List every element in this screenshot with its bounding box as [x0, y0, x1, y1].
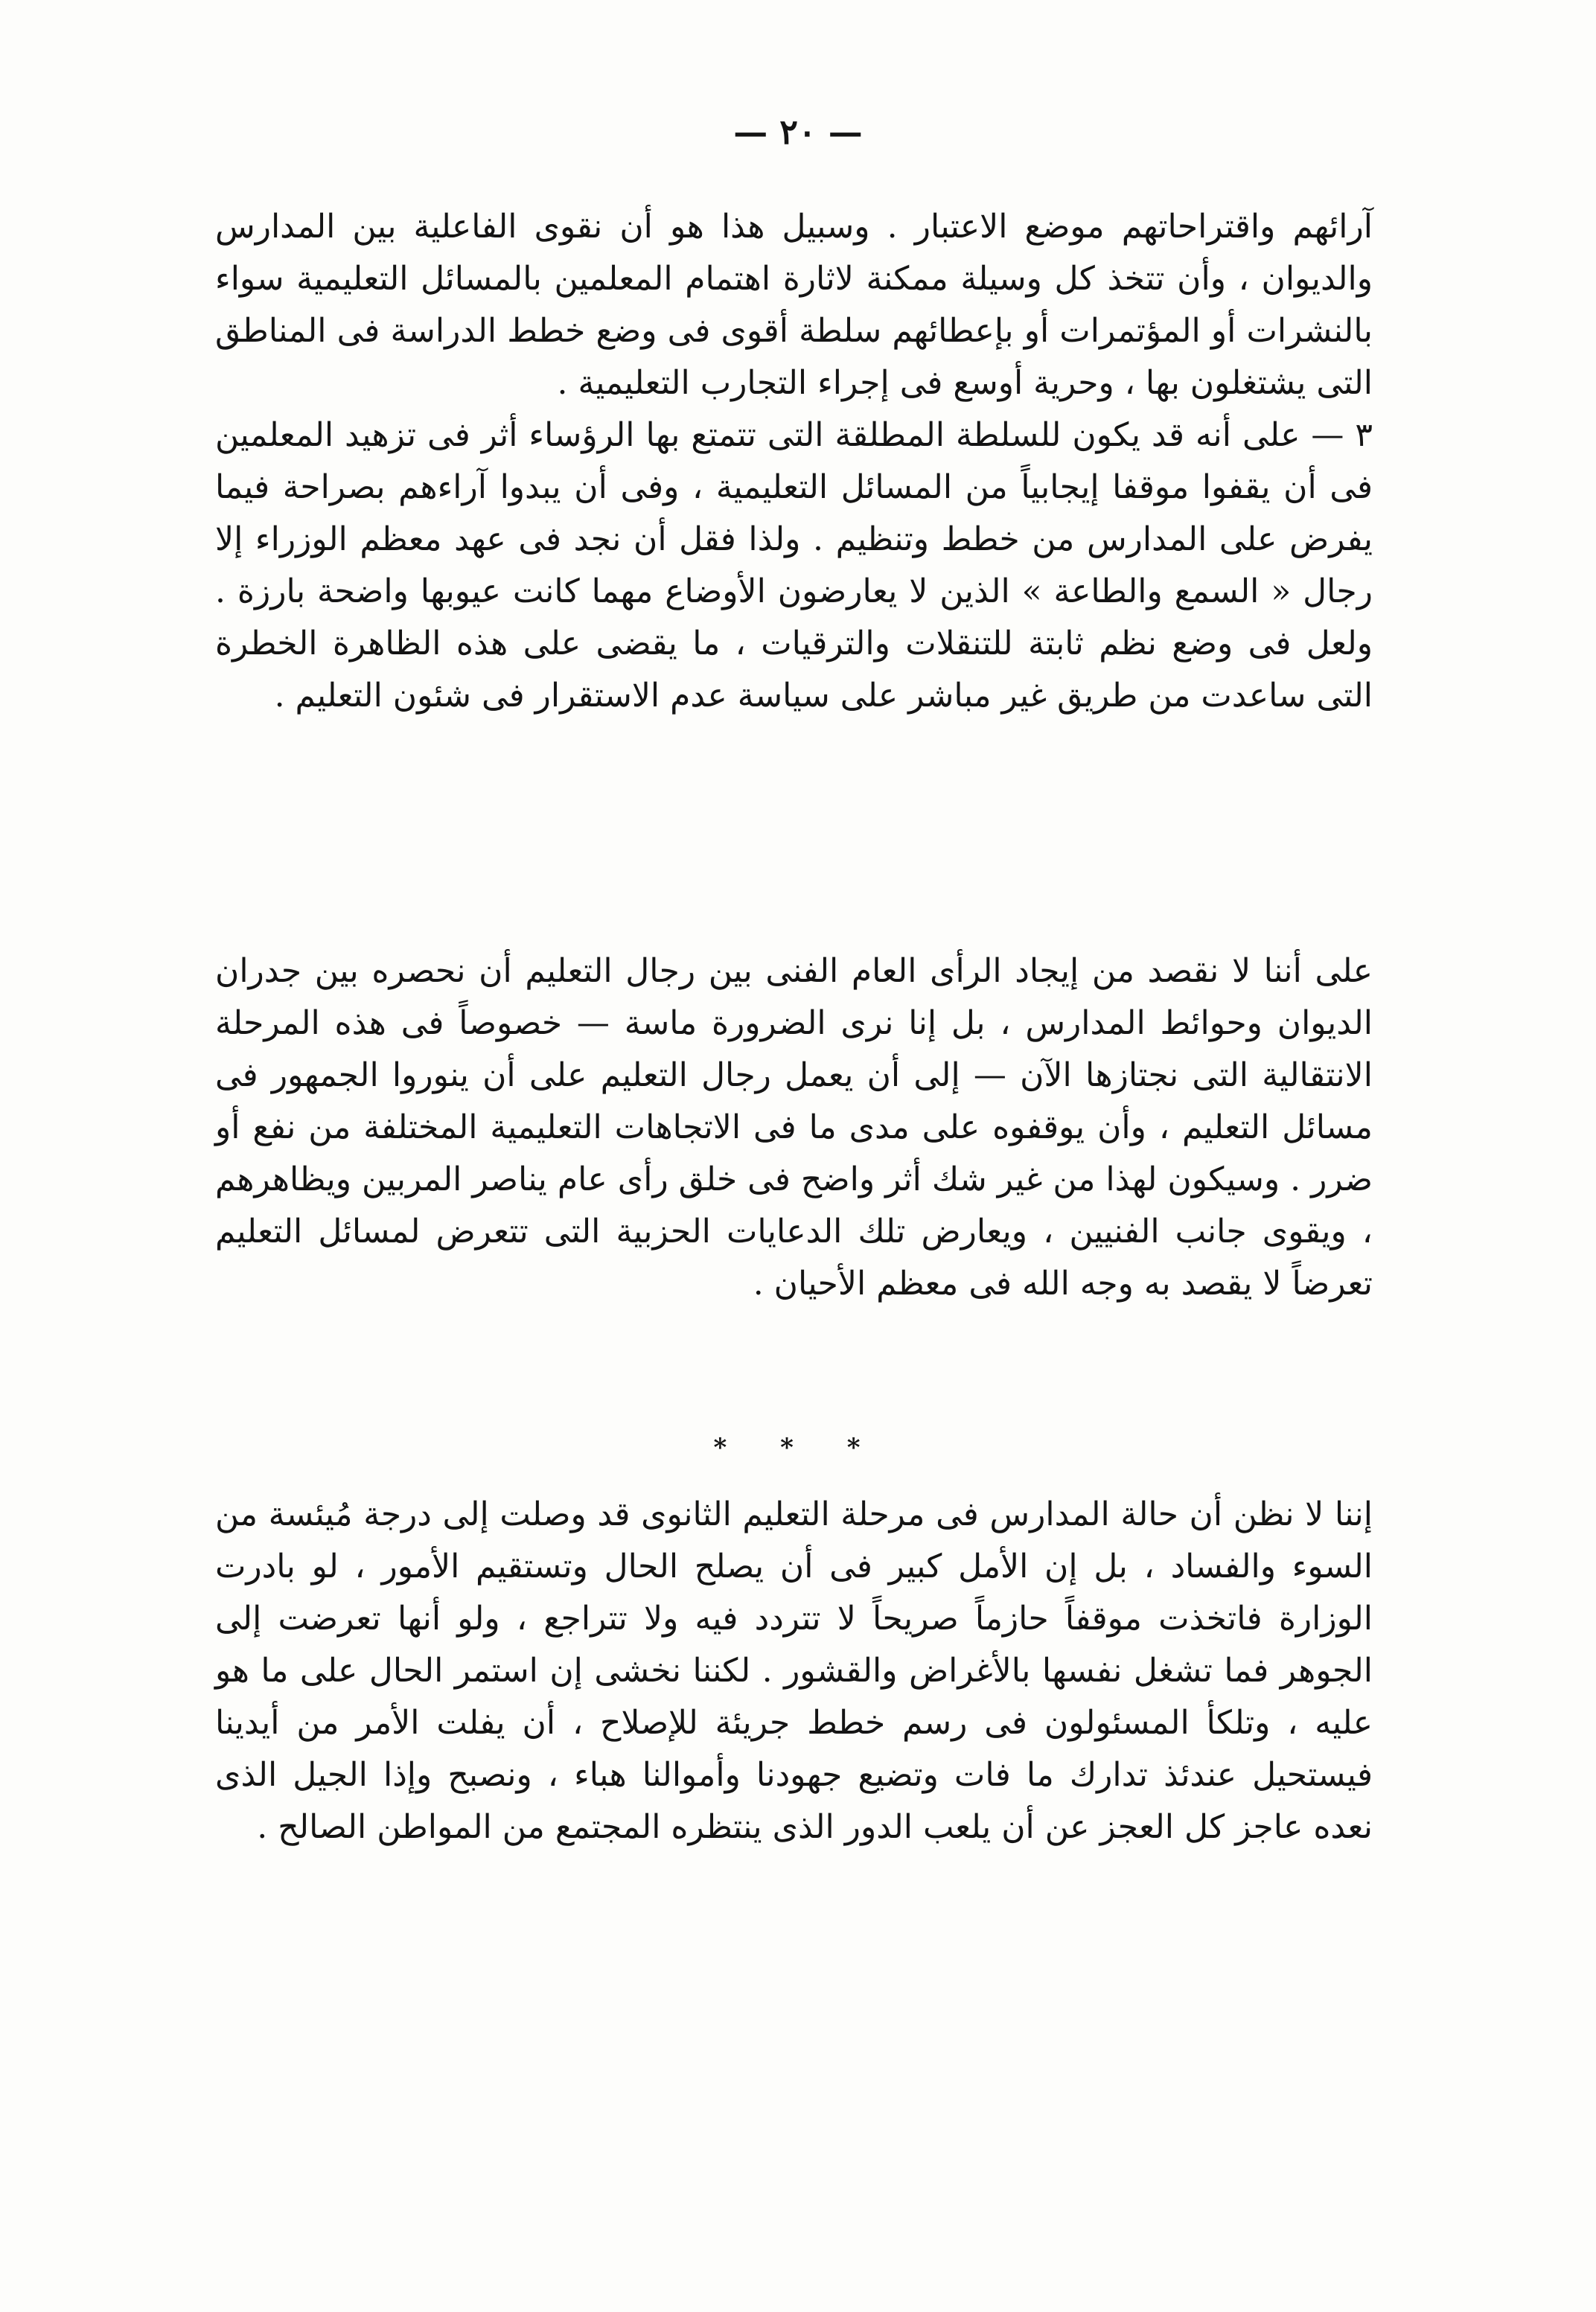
paragraph-point-3: ٣ — على أنه قد يكون للسلطة المطلقة التى تتمتع بها الرؤساء أثر فى تزهيد المعلمين فى أن يقفوا موقفا إيجابياً من المسائل التعليمية ، وفى أن يبدوا آراءهم بصراحة فيما يفرض على المدارس من خطط وتنظيم . ولذا فقل أن نجد فى عهد معظم الوزراء إلا رجال « السمع والطاعة » الذين لا يعارضون الأوضاع مهما كانت عيوبها واضحة بارزة . ولعل فى وضع نظم ثابتة للتنقلات والترقيات ، ما يقضى على هذه الظاهرة الخطرة التى ساعدت من طريق غير مباشر على سياسة عدم الاستقرار فى شئون التعليم .: [215, 416, 1373, 715]
paragraph-public-opinion: على أننا لا نقصد من إيجاد الرأى العام الفنى بين رجال التعليم أن نحصره بين جدران الديوان وحوائط المدارس ، بل إنا نرى الضرورة ماسة — خصوصاً فى هذه المرحلة الانتقالية التى نجتازها الآن — إلى أن يعمل رجال التعليم على أن ينوروا الجمهور فى مسائل التعليم ، وأن يوقفوه على مدى ما فى الاتجاهات التعليمية المختلفة من نفع أو ضرر . وسيكون لهذا من غير شك أثر واضح فى خلق رأى عام يناصر المربين ويظاهرهم ، ويقوى جانب الفنيين ، ويعارض تلك الدعايات الحزبية التى تتعرض لمسائل التعليم تعرضاً لا يقصد به وجه الله فى معظم الأحيان .: [215, 952, 1373, 1303]
text-block-top: [215, 201, 1373, 722]
text-block-middle: [215, 945, 1373, 1310]
paragraph-conclusion: إننا لا نظن أن حالة المدارس فى مرحلة التعليم الثانوى قد وصلت إلى درجة مُيئسة من السوء والفساد ، بل إن الأمل كبير فى أن يصلح الحال وتستقيم الأمور ، لو بادرت الوزارة فاتخذت موقفاً حازماً صريحاً لا تتردد فيه ولا تتراجع ، ولو أنها تعرضت إلى الجوهر فما تشغل نفسها بالأغراض والقشور . لكننا نخشى إن استمر الحال على ما هو عليه ، وتلكأ المسئولون فى رسم خطط جريئة للإصلاح ، أن يفلت الأمر من أيدينا فيستحيل عندئذ تدارك ما فات وتضيع جهودنا وأموالنا هباء ، ونصبح وإذا الجيل الذى نعده عاجز كل العجز عن أن يلعب الدور الذى ينتظره المجتمع من المواطن الصالح .: [215, 1495, 1373, 1846]
section-separator: * * *: [713, 1433, 883, 1463]
paragraph-opinions: آرائهم واقتراحاتهم موضع الاعتبار . وسبيل هذا هو أن نقوى الفاعلية بين المدارس والديوان ، وأن تتخذ كل وسيلة ممكنة لاثارة اهتمام المعلمين بالمسائل التعليمية سواء بالنشرات أو المؤتمرات أو بإعطائهم سلطة أقوى فى وضع خطط الدراسة فى المناطق التى يشتغلون بها ، وحرية أوسع فى إجراء التجارب التعليمية .: [215, 208, 1373, 402]
page-number: — ٢٠ —: [733, 112, 863, 152]
text-block-bottom: [215, 1489, 1373, 1853]
